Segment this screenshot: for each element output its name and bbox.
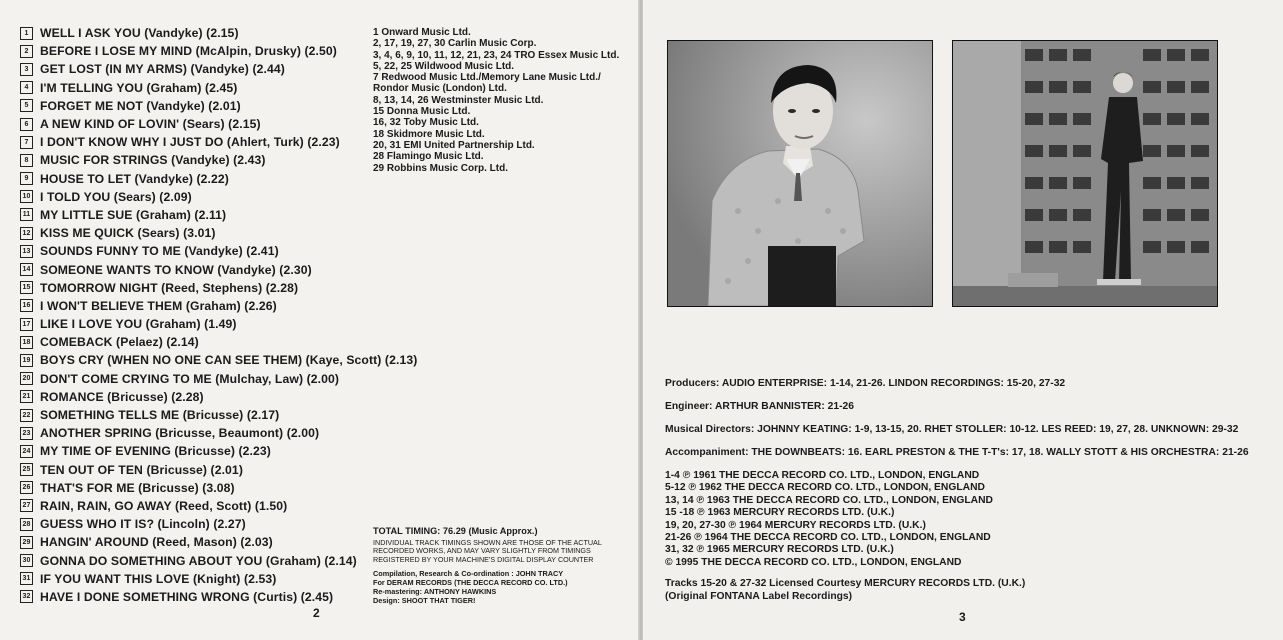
publisher-line: 7 Redwood Music Ltd./Memory Lane Music Ltd./ [373, 72, 601, 84]
track-title: HANGIN' AROUND (Reed, Mason) (2.03) [40, 535, 273, 550]
credit-line: Design: SHOOT THAT TIGER! [373, 596, 476, 606]
publisher-line: 1 Onward Music Ltd. [373, 27, 471, 38]
track-item [20, 388, 417, 406]
track-number-box: 5 [20, 99, 33, 112]
track-item [20, 479, 417, 497]
page-number: 2 [313, 606, 320, 620]
copyright-line: 13, 14 ℗ 1963 THE DECCA RECORD CO. LTD., LONDON, ENGLAND [665, 494, 993, 506]
track-number-box: 8 [20, 154, 33, 167]
track-item [20, 551, 417, 569]
track-title: I'M TELLING YOU (Graham) (2.45) [40, 80, 238, 95]
timing-note: INDIVIDUAL TRACK TIMINGS SHOWN ARE THOSE OF THE ACTUAL RECORDED WORKS, AND MAY VARY SLIGHTLY FROM TIMINGS REGISTERED BY YOUR MACHINE'S DIGITAL DISPLAY COUNTER [373, 538, 602, 564]
copyright-line: 1-4 ℗ 1961 THE DECCA RECORD CO. LTD., LONDON, ENGLAND [665, 470, 980, 481]
licensing-line: (Original FONTANA Label Recordings) [665, 590, 853, 602]
track-title: COMEBACK (Pelaez) (2.14) [40, 335, 199, 350]
track-item [20, 588, 417, 606]
track-number-box: 32 [20, 590, 33, 603]
building-illustration [953, 41, 1217, 306]
track-title: MY LITTLE SUE (Graham) (2.11) [40, 207, 227, 222]
track-number-box: 31 [20, 572, 33, 585]
licensing-line: Tracks 15-20 & 27-32 Licensed Courtesy MERCURY RECORDS LTD. (U.K.) [665, 578, 1026, 590]
publisher-list [373, 27, 619, 174]
credit-line: For DERAM RECORDS (THE DECCA RECORD CO. LTD.) [373, 578, 568, 588]
track-title: GET LOST (IN MY ARMS) (Vandyke) (2.44) [40, 62, 285, 77]
publisher-line: Rondor Music (London) Ltd. [373, 83, 507, 95]
copyright-line: 21-26 ℗ 1964 THE DECCA RECORD CO. LTD., LONDON, ENGLAND [665, 532, 991, 544]
track-item [20, 151, 417, 169]
track-number-box: 6 [20, 118, 33, 131]
producers-line: Producers: AUDIO ENTERPRISE: 1-14, 21-26. LINDON RECORDINGS: 15-20, 27-32 [665, 378, 1066, 389]
track-item [20, 224, 417, 242]
publisher-line: 16, 32 Toby Music Ltd. [373, 117, 479, 129]
copyright-line: 19, 20, 27-30 ℗ 1964 MERCURY RECORDS LTD. (U.K.) [665, 519, 926, 531]
track-number-box: 25 [20, 463, 33, 476]
track-title: MY TIME OF EVENING (Bricusse) (2.23) [40, 444, 271, 459]
track-title: MUSIC FOR STRINGS (Vandyke) (2.43) [40, 153, 266, 168]
publisher-line: 28 Flamingo Music Ltd. [373, 151, 484, 163]
track-item [20, 170, 417, 188]
publisher-line: 8, 13, 14, 26 Westminster Music Ltd. [373, 94, 544, 106]
track-title: A NEW KIND OF LOVIN' (Sears) (2.15) [40, 117, 261, 132]
portrait-illustration [668, 41, 932, 306]
track-title: WELL I ASK YOU (Vandyke) (2.15) [40, 26, 239, 41]
track-item [20, 424, 417, 442]
copyright-line: 31, 32 ℗ 1965 MERCURY RECORDS LTD. (U.K.) [665, 544, 894, 556]
track-number-box: 14 [20, 263, 33, 276]
track-number-box: 7 [20, 136, 33, 149]
musical-directors-line: Musical Directors: JOHNNY KEATING: 1-9, 13-15, 20. RHET STOLLER: 10-12. LES REED: 19, 27, 28. UNKNOWN: 29-32 [665, 424, 1239, 435]
track-title: RAIN, RAIN, GO AWAY (Reed, Scott) (1.50) [40, 498, 288, 513]
portrait-photo [667, 40, 933, 307]
track-title: I WON'T BELIEVE THEM (Graham) (2.26) [40, 298, 277, 313]
track-title: HOUSE TO LET (Vandyke) (2.22) [40, 171, 229, 186]
track-title: I TOLD YOU (Sears) (2.09) [40, 189, 192, 204]
publisher-line: 3, 4, 6, 9, 10, 11, 12, 21, 23, 24 TRO Essex Music Ltd. [373, 49, 620, 61]
track-number-box: 27 [20, 499, 33, 512]
track-number-box: 3 [20, 63, 33, 76]
track-item [20, 115, 417, 133]
track-item [20, 315, 417, 333]
track-number-box: 19 [20, 354, 33, 367]
track-number-box: 30 [20, 554, 33, 567]
track-item [20, 24, 417, 42]
right-page [643, 0, 1283, 640]
track-number-box: 26 [20, 481, 33, 494]
building-photo [952, 40, 1218, 307]
track-number-box: 18 [20, 336, 33, 349]
timing-block [373, 525, 635, 605]
track-title: THAT'S FOR ME (Bricusse) (3.08) [40, 480, 235, 495]
credit-line: Re-mastering: ANTHONY HAWKINS [373, 587, 497, 597]
track-item [20, 333, 417, 351]
track-title: FORGET ME NOT (Vandyke) (2.01) [40, 98, 241, 113]
track-number-box: 12 [20, 227, 33, 240]
track-item [20, 133, 417, 151]
track-number-box: 9 [20, 172, 33, 185]
track-item [20, 279, 417, 297]
track-item [20, 42, 417, 60]
track-title: TOMORROW NIGHT (Reed, Stephens) (2.28) [40, 280, 299, 295]
track-title: BOYS CRY (WHEN NO ONE CAN SEE THEM) (Kaye, Scott) (2.13) [40, 353, 418, 368]
track-number-box: 23 [20, 427, 33, 440]
track-item [20, 570, 417, 588]
copyright-line: 15 -18 ℗ 1963 MERCURY RECORDS LTD. (U.K.) [665, 507, 895, 519]
track-number-box: 1 [20, 27, 33, 40]
track-title: I DON'T KNOW WHY I JUST DO (Ahlert, Turk) (2.23) [40, 135, 340, 150]
track-title: KISS ME QUICK (Sears) (3.01) [40, 226, 216, 241]
track-item [20, 260, 417, 278]
track-number-box: 28 [20, 518, 33, 531]
track-number-box: 20 [20, 372, 33, 385]
track-number-box: 2 [20, 45, 33, 58]
track-item [20, 461, 417, 479]
track-list [20, 24, 417, 606]
credits [373, 569, 635, 605]
copyright-list [665, 470, 1275, 569]
publisher-line: 2, 17, 19, 27, 30 Carlin Music Corp. [373, 38, 537, 50]
track-item [20, 515, 417, 533]
track-item [20, 79, 417, 97]
track-item [20, 497, 417, 515]
publisher-line: 15 Donna Music Ltd. [373, 106, 471, 118]
track-number-box: 17 [20, 318, 33, 331]
publisher-line: 18 Skidmore Music Ltd. [373, 128, 485, 140]
track-number-box: 13 [20, 245, 33, 258]
track-title: ROMANCE (Bricusse) (2.28) [40, 389, 204, 404]
track-title: SOUNDS FUNNY TO ME (Vandyke) (2.41) [40, 244, 279, 259]
track-item [20, 406, 417, 424]
publisher-line: 29 Robbins Music Corp. Ltd. [373, 162, 509, 174]
track-title: TEN OUT OF TEN (Bricusse) (2.01) [40, 462, 243, 477]
track-item [20, 188, 417, 206]
track-number-box: 22 [20, 409, 33, 422]
track-number-box: 10 [20, 190, 33, 203]
track-item [20, 242, 417, 260]
page-number: 3 [959, 610, 966, 624]
track-title: GONNA DO SOMETHING ABOUT YOU (Graham) (2.14) [40, 553, 357, 568]
accompaniment-line: Accompaniment: THE DOWNBEATS: 16. EARL PRESTON & THE T-T's: 17, 18. WALLY STOTT & HIS ORCHESTRA: 21-26 [665, 447, 1249, 458]
track-number-box: 15 [20, 281, 33, 294]
licensing [665, 578, 1275, 603]
copyright-line: 5-12 ℗ 1962 THE DECCA RECORD CO. LTD., LONDON, ENGLAND [665, 482, 985, 494]
track-item [20, 60, 417, 78]
track-number-box: 29 [20, 536, 33, 549]
track-title: BEFORE I LOSE MY MIND (McAlpin, Drusky) (2.50) [40, 44, 337, 59]
track-title: IF YOU WANT THIS LOVE (Knight) (2.53) [40, 571, 277, 586]
track-title: SOMETHING TELLS ME (Bricusse) (2.17) [40, 408, 280, 423]
track-item [20, 97, 417, 115]
track-number-box: 24 [20, 445, 33, 458]
track-item [20, 297, 417, 315]
left-page [0, 0, 640, 640]
track-item [20, 370, 417, 388]
track-number-box: 4 [20, 81, 33, 94]
credit-line: Compilation, Research & Co-ordination : JOHN TRACY [373, 569, 564, 579]
track-item [20, 533, 417, 551]
total-timing: TOTAL TIMING: 76.29 (Music Approx.) [373, 526, 538, 536]
track-title: SOMEONE WANTS TO KNOW (Vandyke) (2.30) [40, 262, 312, 277]
track-number-box: 11 [20, 208, 33, 221]
publisher-line: 20, 31 EMI United Partnership Ltd. [373, 139, 535, 151]
track-item [20, 351, 417, 369]
track-number-box: 21 [20, 390, 33, 403]
publisher-line: 5, 22, 25 Wildwood Music Ltd. [373, 60, 515, 72]
track-item [20, 206, 417, 224]
track-item [20, 442, 417, 460]
engineer-line: Engineer: ARTHUR BANNISTER: 21-26 [665, 401, 854, 412]
track-title: LIKE I LOVE YOU (Graham) (1.49) [40, 317, 237, 332]
track-title: DON'T COME CRYING TO ME (Mulchay, Law) (2.00) [40, 371, 340, 386]
track-number-box: 16 [20, 299, 33, 312]
track-title: HAVE I DONE SOMETHING WRONG (Curtis) (2.45) [40, 589, 334, 604]
recording-info [665, 378, 1275, 603]
track-title: GUESS WHO IT IS? (Lincoln) (2.27) [40, 517, 246, 532]
track-title: ANOTHER SPRING (Bricusse, Beaumont) (2.00) [40, 426, 320, 441]
copyright-line: © 1995 THE DECCA RECORD CO. LTD., LONDON, ENGLAND [665, 556, 962, 568]
